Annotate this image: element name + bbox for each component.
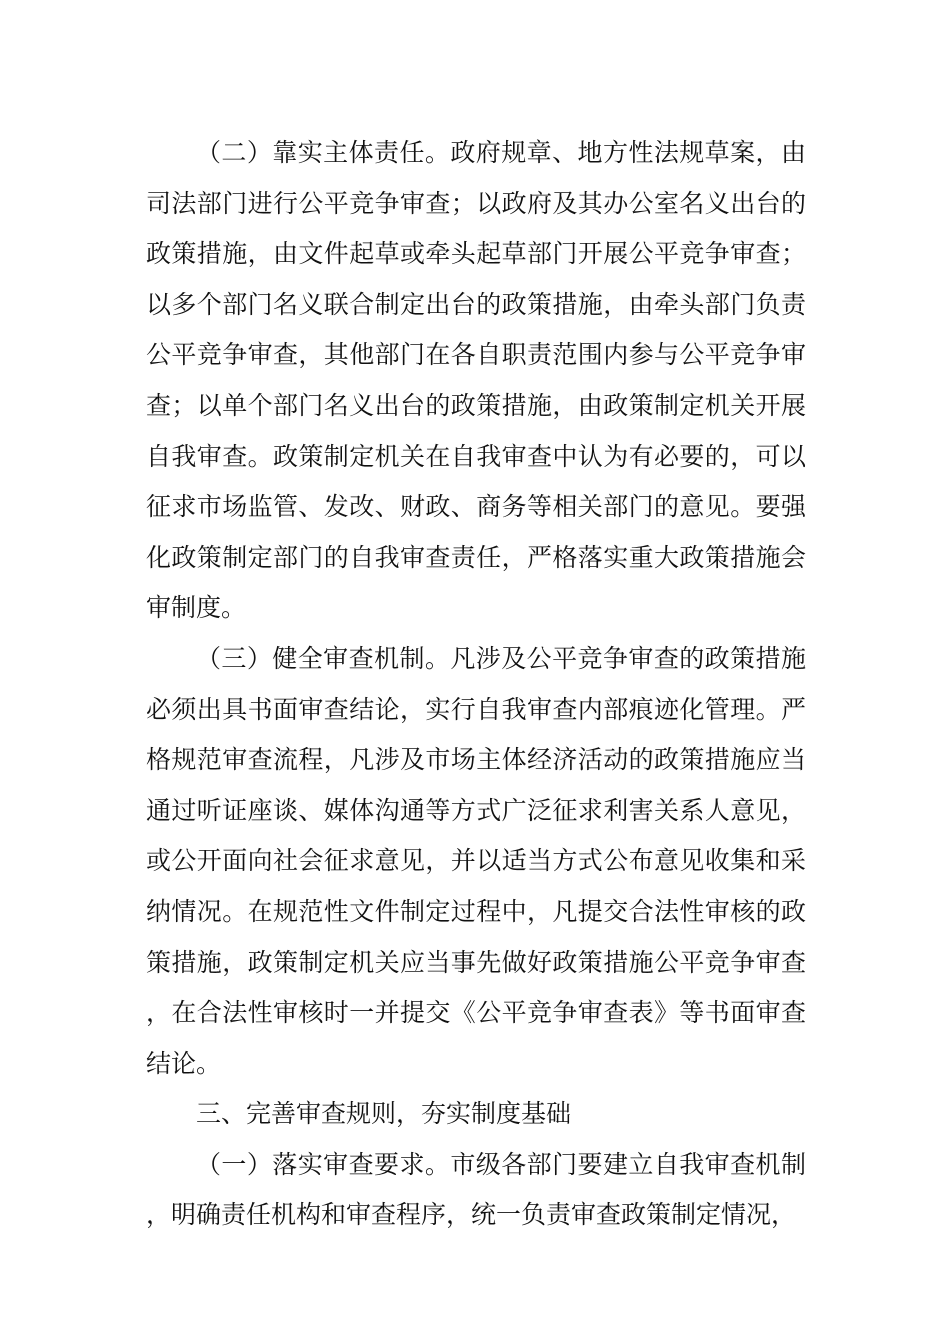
- paragraph-improve-review-mechanism: （三）健全审查机制。凡涉及公平竞争审查的政策措施必须出具书面审查结论，实行自我审查内部痕迹化管理。严格规范审查流程，凡涉及市场主体经济活动的政策措施应当通过听证座谈、媒体沟通等方式广泛征求利害关系人意见，或公开面向社会征求意见，并以适当方式公布意见收集和采纳情况。在规范性文件制定过程中，凡提交合法性审核的政策措施，政策制定机关应当事先做好政策措施公平竞争审查，在合法性审核时一并提交《公平竞争审查表》等书面审查结论。: [146, 643, 806, 1078]
- section-heading-review-rules: 三、完善审查规则，夯实制度基础: [196, 1099, 572, 1129]
- paragraph-strengthen-responsibility: （二）靠实主体责任。政府规章、地方性法规草案，由司法部门进行公平竞争审查；以政府及其办公室名义出台的政策措施，由文件起草或牵头起草部门开展公平竞争审查；以多个部门名义联合制定出台的政策措施，由牵头部门负责公平竞争审查，其他部门在各自职责范围内参与公平竞争审查；以单个部门名义出台的政策措施，由政策制定机关开展自我审查。政策制定机关在自我审查中认为有必要的，可以征求市场监管、发改、财政、商务等相关部门的意见。要强化政策制定部门的自我审查责任，严格落实重大政策措施会审制度。: [146, 138, 806, 623]
- paragraph-implement-review-requirements: （一）落实审查要求。市级各部门要建立自我审查机制，明确责任机构和审查程序，统一负责审查政策制定情况，: [146, 1149, 806, 1230]
- document-body: [146, 128, 806, 1241]
